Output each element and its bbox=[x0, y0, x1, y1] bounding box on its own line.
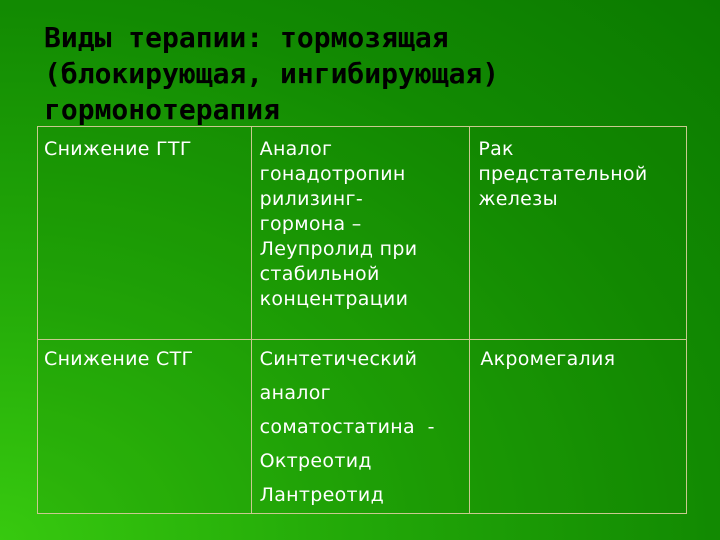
drug-line: Аналог bbox=[259, 138, 333, 160]
title-line: Виды терапии: тормозящая bbox=[44, 21, 449, 54]
slide-title bbox=[44, 20, 704, 128]
indication-line: Акромегалия bbox=[480, 348, 616, 370]
title-line: гормонотерапия bbox=[44, 93, 281, 126]
effect-cell bbox=[38, 340, 252, 514]
drug-line: Октреотид bbox=[259, 450, 372, 472]
drug-line: Лантреотид bbox=[259, 484, 385, 506]
drug-line: Леупролид при bbox=[259, 238, 418, 260]
effect-label: Снижение СТГ bbox=[44, 348, 194, 370]
effect-cell bbox=[38, 127, 252, 340]
indication-cell bbox=[470, 127, 687, 340]
drug-line: аналог bbox=[259, 382, 331, 404]
indication-line: железы bbox=[478, 188, 558, 210]
table-row bbox=[38, 340, 687, 514]
drug-cell bbox=[251, 127, 470, 340]
therapy-table bbox=[37, 126, 687, 514]
drug-line: стабильной bbox=[259, 263, 380, 285]
table-row bbox=[38, 127, 687, 340]
effect-label: Снижение ГТГ bbox=[44, 138, 192, 160]
drug-cell bbox=[251, 340, 470, 514]
drug-line: концентрации bbox=[259, 288, 409, 310]
drug-line: гонадотропин bbox=[259, 163, 406, 185]
indication-line: Рак bbox=[478, 138, 514, 160]
title-line: (блокирующая, ингибирующая) bbox=[44, 57, 500, 90]
indication-line: предстательной bbox=[478, 163, 648, 185]
drug-line: гормона – bbox=[259, 213, 362, 235]
indication-cell bbox=[470, 340, 687, 514]
drug-line: соматостатина - bbox=[259, 416, 435, 438]
drug-line: Синтетический bbox=[259, 348, 418, 370]
drug-line: рилизинг- bbox=[259, 188, 363, 210]
